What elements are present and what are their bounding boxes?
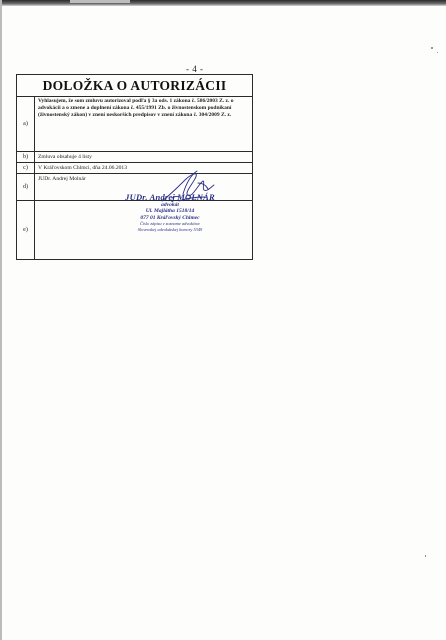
row-label: d) xyxy=(17,174,35,200)
row-text: Vyhlasujem, že som zmluvu autorizoval podľa § 3a ods. 1 zákona č. 586/2003 Z. z. o advokácii a o zmene a doplnení zákona č. 455/1991 Zb. o živnostenskom podnikaní (živnostenský zákon) v znení neskorších predpisov v znení zákona č. 304/2009 Z. z. xyxy=(38,98,234,119)
page-number: - 4 - xyxy=(186,64,204,74)
row-label: a) xyxy=(17,97,35,151)
scan-left-edge xyxy=(0,0,2,640)
row-label: c) xyxy=(17,163,35,173)
stamp-city: 077 01 Kráľovský Chlmec xyxy=(140,215,200,221)
scan-top-edge-gap xyxy=(70,0,130,3)
clause-row-a xyxy=(17,97,252,152)
stamp-name: JUDr. Andrej MOLNÁR xyxy=(125,192,215,202)
stamp-registration-line-2: Slovenskej advokátskej komory 5349 xyxy=(137,226,203,232)
scan-speck xyxy=(425,555,426,557)
row-text: V Kráľovskom Chlmci, dňa 24.06.2013 xyxy=(38,165,128,171)
clause-row-b xyxy=(17,152,252,163)
row-text: JUDr. Andrej Molnár xyxy=(38,176,86,182)
stamp-role: advokát xyxy=(161,202,179,208)
authorization-clause-table xyxy=(16,74,253,260)
stamp-street: Ul. Majláthа 1518/14 xyxy=(145,208,195,214)
row-label: b) xyxy=(17,152,35,162)
row-label: e) xyxy=(17,201,35,259)
row-text: Zmluva obsahuje 4 listy xyxy=(38,154,92,160)
scan-top-edge xyxy=(0,0,446,6)
scan-speck xyxy=(431,47,433,49)
stamp-registration-line-1: Číslo zápisu v zozname advokátov xyxy=(139,221,200,226)
clause-title: DOLOŽKA O AUTORIZÁCII xyxy=(17,75,252,97)
advocate-stamp xyxy=(110,193,230,232)
scan-speck xyxy=(437,52,438,53)
